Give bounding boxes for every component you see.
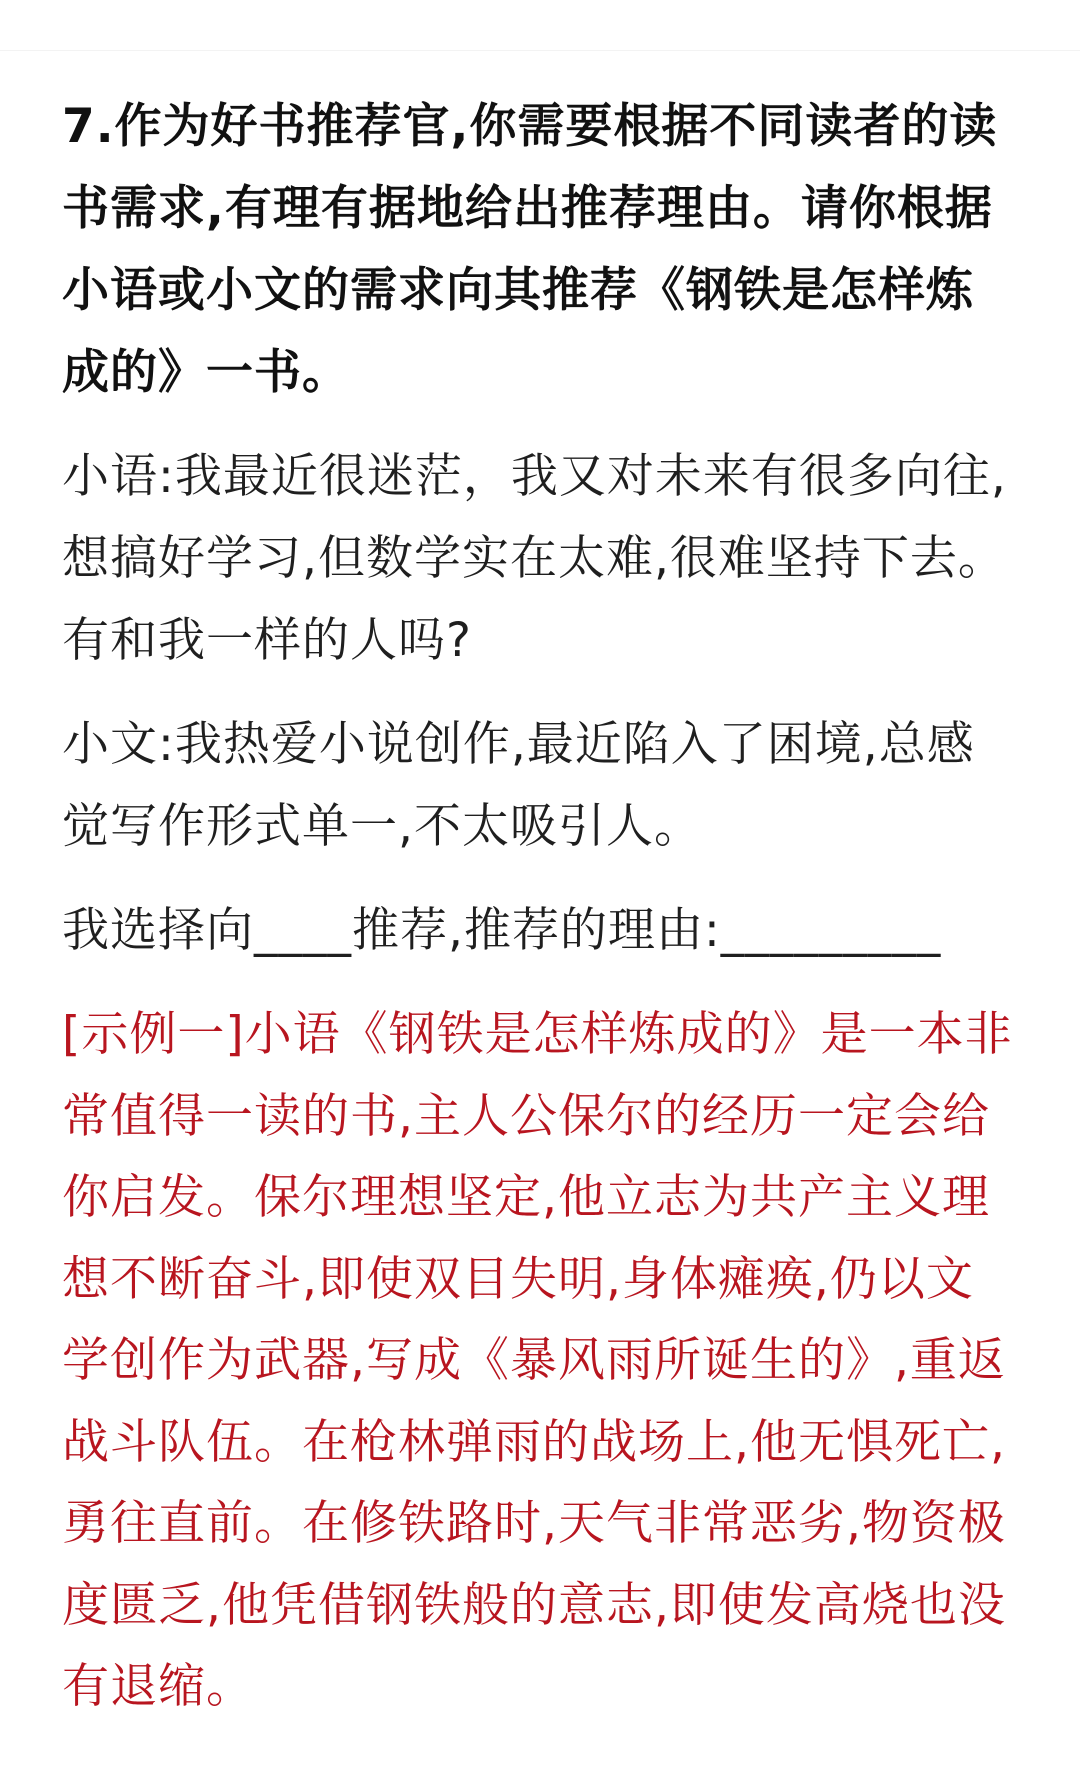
- sample-answer: [示例一]小语《钢铁是怎样炼成的》是一本非常值得一读的书,主人公保尔的经历一定会给你启发。保尔理想坚定,他立志为共产主义理想不断奋斗,即使双目失明,身体瘫痪,仍以文学创作为武器,写成《暴风雨所诞生的》,重返战斗队伍。在枪林弹雨的战场上,他无惧死亡,勇往直前。在修铁路时,天气非常恶劣,物资极度匮乏,他凭借钢铁般的意志,即使发高烧也没有退缩。: [62, 1007, 1013, 1714]
- question-text: 7.作为好书推荐官,你需要根据不同读者的读书需求,有理有据地给出推荐理由。请你根据小语或小文的需求向其推荐《钢铁是怎样炼成的》一书。: [62, 99, 998, 400]
- reader-xiaoyu-need: 小语:我最近很迷茫，我又对未来有很多向往,想搞好学习,但数学实在太难,很难坚持下去。有和我一样的人吗?: [62, 449, 1007, 668]
- reader-xiaowen-need: 小文:我热爱小说创作,最近陷入了困境,总感觉写作形式单一,不太吸引人。: [62, 717, 975, 854]
- top-divider: [0, 50, 1080, 51]
- answer-prompt: 我选择向____推荐,推荐的理由:_________: [62, 903, 942, 958]
